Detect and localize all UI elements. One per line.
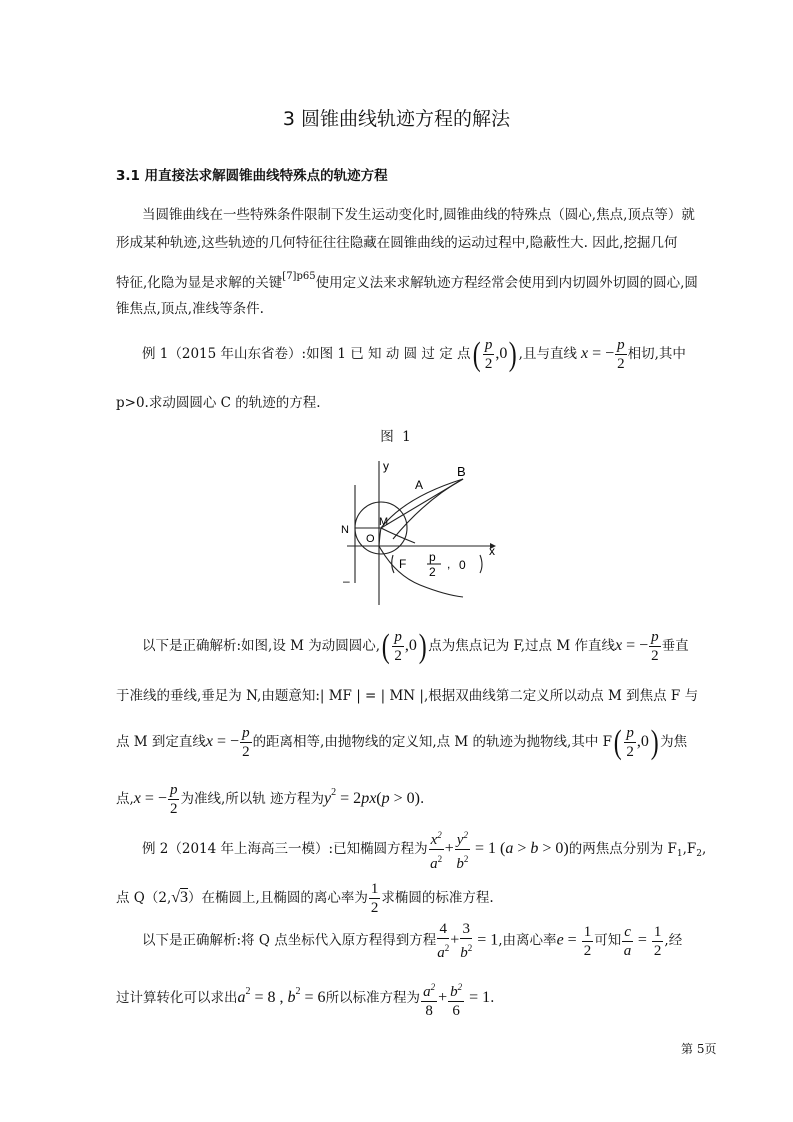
example1-line-2: p>0.求动圆圆心 C 的轨迹的方程.: [116, 395, 321, 411]
solution1-line4a: 点,: [116, 791, 134, 807]
label-m: M: [379, 516, 389, 528]
label-n: N: [341, 524, 349, 536]
intro-line-1: 当圆锥曲线在一些特殊条件限制下发生运动变化时,圆锥曲线的特殊点（圆心,焦点,顶点等）就: [142, 207, 695, 223]
page-number: 第 5页: [681, 1042, 717, 1056]
parabola-arc: [379, 546, 463, 597]
label-x: x: [489, 544, 495, 558]
solution1-line4b: 为准线,所以轨 迹方程为: [180, 791, 325, 807]
fraction-p-over-2: $\frac{p}{2}$: [617, 337, 625, 372]
solution2-line-1: 以下是正确解析:将 Q 点坐标代入原方程得到方程 $\frac{4}{a^2}$ + $\frac{3}{b^2}$ = 1,由离心率e = $\frac{1}{2}$ 可知 $\frac{c}{a}$ = $\frac{1}{2}$ ,经: [142, 921, 683, 961]
paren-left: [392, 555, 394, 573]
solution1-line-4: 点,x = − $\frac{p}{2}$ 为准线,所以轨 迹方程为$y^2 = 2px(p > 0)$.: [116, 782, 425, 817]
solution2-c: 可知: [594, 932, 622, 949]
solution1-line4c: .: [419, 791, 425, 807]
math-directrix: x: [576, 345, 589, 362]
example2-line2b: ）在椭圆上,且椭圆的离心率为: [188, 890, 368, 906]
figure-caption: 图 1: [380, 429, 413, 445]
solution2-line-2: 过计算转化可以求出$a^2 = 8$ , $b^2 = 6$所以标准方程为 $\frac{a^2}{8}$ + $\frac{b^2}{6}$ = 1.: [116, 972, 494, 1020]
paren-right: [480, 555, 482, 573]
paren-close: ): [509, 335, 517, 373]
segment-mf: [381, 528, 415, 543]
label-b: B: [457, 464, 466, 479]
solution1-line3a: 点 M 到定直线: [116, 734, 206, 750]
example1-line-1: 例 1（2015 年山东省卷）:如图 1 已 知 动 圆 过 定 点( $\frac{p}{2}$ ,0) ,且与直线 x = − $\frac{p}{2}$ 相切,其中: [142, 335, 686, 373]
label-o: O: [366, 533, 375, 545]
example2-line2c: 求椭圆的标准方程.: [381, 890, 494, 906]
subsection-title: 3.1 用直接法求解圆锥曲线特殊点的轨迹方程: [116, 168, 388, 184]
example2-line-1: 例 2（2014 年上海高三一模）:已知椭圆方程为 $\frac{x^2}{a^2}$ + $\frac{y^2}{b^2}$ = 1 (a > b > 0)的两焦点分别为 $F_1,F_2$,: [142, 826, 706, 874]
solution2-line2a: 过计算转化可以求出: [116, 990, 238, 1006]
fraction-p-over-2: $\frac{p}{2}$: [484, 337, 493, 372]
solution1-line3b: 的距离相等,由抛物线的定义知,点 M 的轨迹为抛物线,其中 F: [252, 734, 612, 750]
intro-line-2: 形成某种轨迹,这些轨迹的几何特征往往隐藏在圆锥曲线的运动过程中,隐蔽性大. 因此,挖掘几何: [116, 235, 678, 251]
section-title: 3 圆锥曲线轨迹方程的解法: [282, 108, 511, 130]
example2-b: 的两焦点分别为 F: [568, 841, 677, 857]
solution2-line2b: 所以标准方程为: [325, 990, 421, 1006]
label-frac-2: 2: [429, 565, 436, 579]
solution1-c: 垂直: [661, 638, 689, 654]
label-frac-p: p: [429, 550, 436, 564]
label-zero: 0: [459, 558, 466, 572]
example1-text-a: 例 1（2015 年山东省卷）:如图 1 已 知 动 圆 过 定 点: [142, 346, 471, 362]
curve-fb: [393, 479, 463, 539]
example2-line-2: 点 Q（2,√3）在椭圆上,且椭圆的离心率为 $\frac{1}{2}$ 求椭圆的标准方程.: [116, 881, 494, 916]
example1-text-c: 相切,其中: [627, 346, 686, 362]
solution1-b: 点为焦点记为 F,过点 M 作直线: [428, 638, 615, 654]
intro-line-4: 锥焦点,顶点,准线等条件.: [116, 301, 264, 317]
citation: [7]p65: [282, 271, 316, 282]
example2-a: 例 2（2014 年上海高三一模）:已知椭圆方程为: [142, 841, 428, 857]
figure-1-diagram: [335, 455, 505, 605]
label-comma-zero: ,: [447, 557, 451, 571]
label-a: A: [415, 478, 424, 492]
example1-text-b: ,且与直线: [518, 346, 577, 362]
label-f: F: [399, 557, 407, 571]
solution1-a: 以下是正确解析:如图,设 M 为动圆圆心,: [142, 638, 381, 654]
label-dash: –: [343, 574, 350, 588]
solution2-b: ,由离心率: [498, 932, 557, 949]
intro-line-3: [116, 267, 698, 293]
solution2-d: ,经: [664, 932, 683, 949]
solution1-line-3: 点 M 到定直线x = − $\frac{p}{2}$ 的距离相等,由抛物线的定义知,点 M 的轨迹为抛物线,其中 F( $\frac{p}{2}$ ,0) 为焦: [116, 723, 688, 761]
example2-line2a: 点 Q（2,: [116, 890, 172, 906]
label-y: y: [383, 459, 389, 473]
solution2-a: 以下是正确解析:将 Q 点坐标代入原方程得到方程: [142, 932, 437, 949]
solution1-line-1: 以下是正确解析:如图,设 M 为动圆圆心,( $\frac{p}{2}$ ,0) 点为焦点记为 F,过点 M 作直线x = − $\frac{p}{2}$ 垂直: [142, 627, 689, 665]
solution1-line-2: 于准线的垂线,垂足为 N,由题意知:| MF | = | MN |,根据双曲线第二定义所以动点 M 到焦点 F 与: [116, 688, 699, 704]
solution2-line2c: .: [490, 990, 495, 1006]
paren-open: (: [472, 335, 481, 373]
intro-line-3a: 特征,化隐为显是求解的关键: [116, 275, 283, 291]
intro-line-3b: 使用定义法来求解轨迹方程经常会使用到内切圆外切圆的圆心,圆: [315, 275, 698, 291]
solution1-line3c: 为焦: [660, 734, 688, 750]
math-comma-zero: ,0: [495, 345, 508, 362]
